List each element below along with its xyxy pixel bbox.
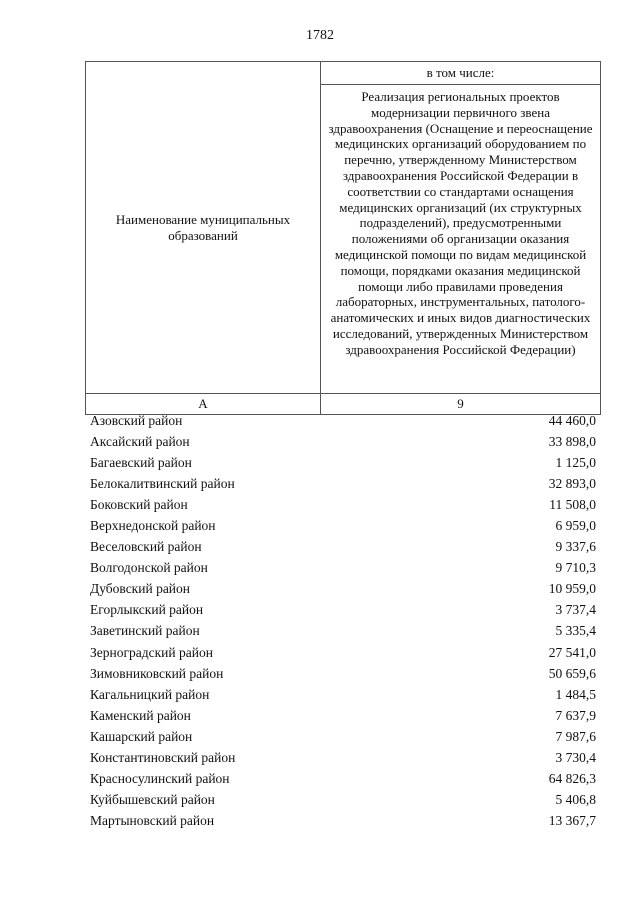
municipality-value: 5 335,4	[555, 623, 596, 639]
municipality-name: Егорлыкский район	[90, 602, 204, 618]
municipality-name: Верхнедонской район	[90, 518, 216, 534]
municipality-value: 10 959,0	[548, 581, 596, 597]
table-row	[90, 748, 596, 769]
municipality-name: Волгодонской район	[90, 560, 208, 576]
table-row	[90, 705, 596, 726]
municipality-name: Каменский район	[90, 707, 191, 723]
municipality-value: 11 508,0	[549, 496, 596, 512]
municipality-value: 33 898,0	[548, 433, 596, 449]
table-row	[90, 790, 596, 811]
municipality-value: 13 367,7	[548, 813, 596, 829]
municipality-value: 9 337,6	[555, 539, 596, 555]
table-row	[90, 452, 596, 473]
table-row	[90, 811, 596, 832]
table-header	[85, 61, 601, 415]
municipality-value: 32 893,0	[548, 475, 596, 491]
table-row	[90, 494, 596, 515]
municipality-value: 1 484,5	[555, 686, 596, 702]
column-header-including: в том числе:	[321, 62, 601, 85]
table-row	[90, 642, 596, 663]
municipality-name: Веселовский район	[90, 539, 202, 555]
data-rows	[90, 410, 596, 832]
municipality-value: 3 737,4	[555, 602, 596, 618]
municipality-name: Кашарский район	[90, 728, 193, 744]
municipality-value: 3 730,4	[555, 750, 596, 766]
municipality-name: Азовский район	[90, 412, 183, 428]
municipality-value: 44 460,0	[548, 412, 596, 428]
municipality-value: 50 659,6	[548, 665, 596, 681]
table-row	[90, 684, 596, 705]
municipality-value: 1 125,0	[555, 454, 596, 470]
municipality-value: 5 406,8	[555, 792, 596, 808]
municipality-name: Мартыновский район	[90, 813, 215, 829]
table-row	[90, 600, 596, 621]
table-row	[90, 515, 596, 536]
table-row	[90, 558, 596, 579]
municipality-name: Багаевский район	[90, 454, 192, 470]
municipality-name: Куйбышевский район	[90, 792, 215, 808]
column-header-name	[86, 62, 321, 394]
municipality-name: Аксайский район	[90, 433, 190, 449]
page-number: 1782	[306, 28, 334, 43]
municipality-name: Зимовниковский район	[90, 665, 224, 681]
table-row	[90, 431, 596, 452]
municipality-value: 7 987,6	[555, 728, 596, 744]
column-index-9: 9	[321, 394, 601, 415]
table-row	[90, 769, 596, 790]
table-row	[90, 537, 596, 558]
municipality-value: 64 826,3	[548, 771, 596, 787]
municipality-name: Белокалитвинский район	[90, 475, 235, 491]
municipality-name: Боковский район	[90, 496, 188, 512]
municipality-value: 9 710,3	[555, 560, 596, 576]
table-row	[90, 663, 596, 684]
column-index-a: А	[86, 394, 321, 415]
table-row	[90, 726, 596, 747]
column-header-name-text: Наименование муниципальных образований	[115, 211, 291, 243]
table-row	[90, 621, 596, 642]
municipality-value: 7 637,9	[555, 707, 596, 723]
table-row	[90, 410, 596, 431]
municipality-value: 6 959,0	[555, 518, 596, 534]
table-row	[90, 473, 596, 494]
municipality-name: Заветинский район	[90, 623, 200, 639]
municipality-value: 27 541,0	[548, 644, 596, 660]
municipality-name: Константиновский район	[90, 750, 236, 766]
column-header-description: Реализация региональных проектов модернизации первичного звена здравоохранения (Оснащение и переоснащение медицинских организаций оборудованием по перечню, утвержденному Министерством здравоохранения Российской Федерации в соответствии со стандартами оснащения медицинских организаций (их структурных подразделений), предусмотренными положениями об организации оказания медицинской помощи по видам медицинской помощи, порядками оказания медицинской помощи либо правилами проведения лабораторных, инструментальных, патолого-анатомических и иных видов диагностических исследований, утвержденных Министерством здравоохранения Российской Федерации)	[321, 85, 601, 394]
table-row	[90, 579, 596, 600]
municipality-name: Красносулинский район	[90, 771, 230, 787]
municipality-name: Зерноградский район	[90, 644, 213, 660]
municipality-name: Дубовский район	[90, 581, 191, 597]
municipality-name: Кагальницкий район	[90, 686, 210, 702]
